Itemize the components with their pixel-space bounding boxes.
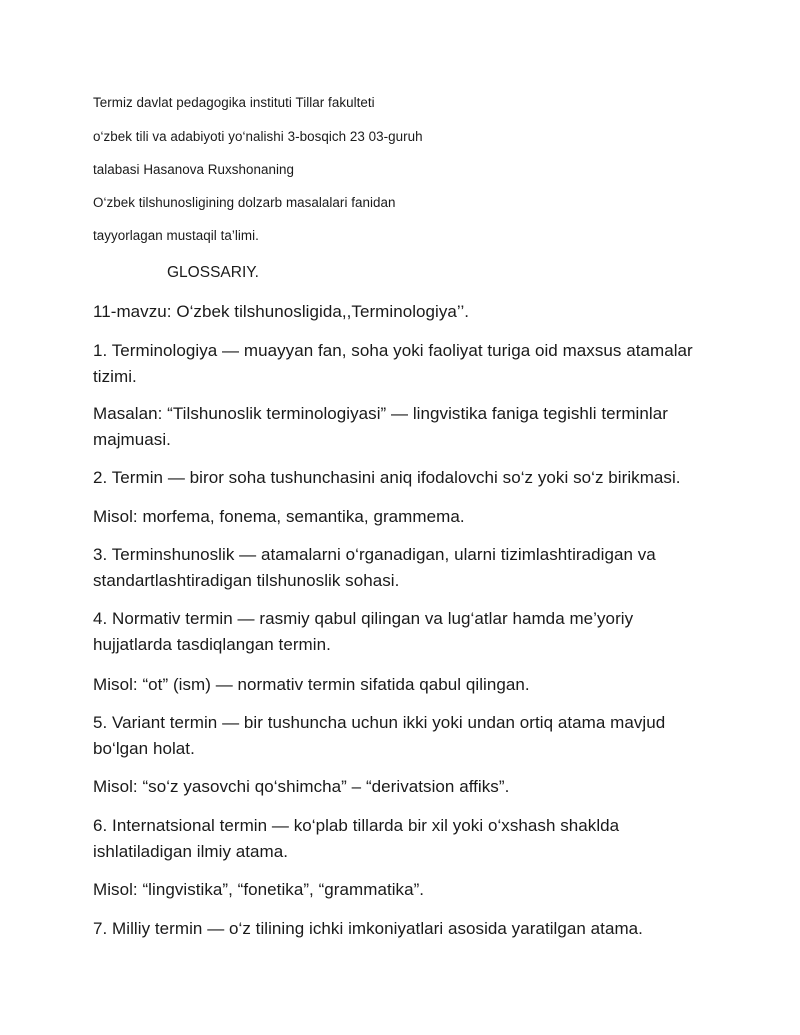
glossary-paragraph-7: Misol: “ot” (ism) — normativ termin sifatida qabul qilingan. (93, 675, 530, 694)
glossary-paragraph-9: Misol: “so‘z yasovchi qo‘shimcha” – “derivatsion affiks”. (93, 777, 510, 796)
header-line-work-type: tayyorlagan mustaqil ta’limi. (93, 228, 259, 243)
glossary-paragraph-10: 6. Internatsional termin — ko‘plab tillarda bir xil yoki o‘xshash shaklda ishlatiladigan ilmiy atama. (93, 816, 620, 861)
glossary-paragraph-5: 3. Terminshunoslik — atamalarni o‘rganadigan, ularni tizimlashtiradigan va standartlashtiradigan tilshunoslik sohasi. (93, 545, 656, 590)
glossary-paragraph-8: 5. Variant termin — bir tushuncha uchun ikki yoki undan ortiq atama mavjud bo‘lgan holat. (93, 713, 666, 758)
header-line-subject: O‘zbek tilshunosligining dolzarb masalalari fanidan (93, 195, 396, 210)
glossary-paragraph-12: 7. Milliy termin — o‘z tilining ichki imkoniyatlari asosida yaratilgan atama. (93, 919, 643, 938)
glossary-paragraph-1: 1. Terminologiya — muayyan fan, soha yoki faoliyat turiga oid maxsus atamalar tizimi. (93, 341, 693, 386)
glossary-paragraph-2: Masalan: “Tilshunoslik terminologiyasi” — lingvistika faniga tegishli terminlar majmuasi. (93, 404, 668, 449)
header-line-student: talabasi Hasanova Ruxshonaning (93, 162, 295, 177)
glossary-paragraph-11: Misol: “lingvistika”, “fonetika”, “grammatika”. (93, 880, 425, 899)
header-line-institute: Termiz davlat pedagogika instituti Tillar fakulteti (93, 95, 375, 110)
glossary-paragraph-4: Misol: morfema, fonema, semantika, grammema. (93, 507, 465, 526)
glossary-title: GLOSSARIY. (167, 264, 259, 281)
topic-line: 11-mavzu: O‘zbek tilshunosligida,,Terminologiya’’. (93, 302, 470, 321)
header-line-program: o‘zbek tili va adabiyoti yo‘nalishi 3-bosqich 23 03-guruh (93, 129, 423, 144)
glossary-paragraph-3: 2. Termin — biror soha tushunchasini aniq ifodalovchi so‘z yoki so‘z birikmasi. (93, 468, 681, 487)
glossary-paragraph-6: 4. Normativ termin — rasmiy qabul qilingan va lug‘atlar hamda me’yoriy hujjatlarda tasdiqlangan termin. (93, 609, 634, 654)
